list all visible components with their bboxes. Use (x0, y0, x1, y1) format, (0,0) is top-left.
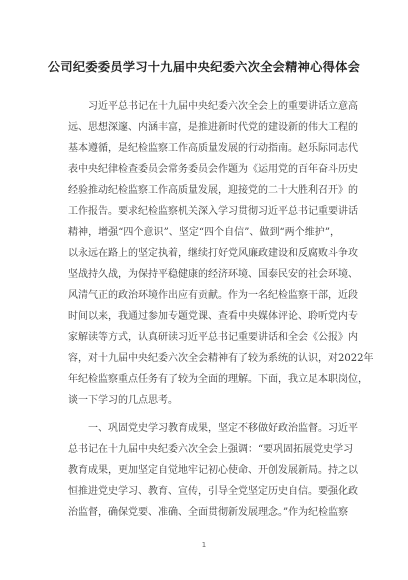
paragraph-line: 风清气正的政治环境作出应有贡献。作为一名纪检监察干部，近段 (68, 290, 358, 301)
paragraph-line: 基本遵循，是纪检监察工作高质量发展的行动指南。赵乐际同志代 (68, 143, 358, 154)
paragraph-line: 容，对十九届中央纪委六次全会精神有了较为系统的认识，对2022年 (68, 353, 374, 364)
paragraph-line: 习近平总书记在十九届中央纪委六次全会上的重要讲话立意高 (88, 101, 358, 112)
paragraph-line: 工作报告。要求纪检监察机关深入学习贯彻习近平总书记重要讲话 (68, 206, 358, 217)
paragraph-line: 以永远在路上的坚定执着，继续打好党风廉政建设和反腐败斗争攻 (68, 248, 358, 259)
page-number: 1 (201, 541, 207, 549)
document-title: 公司纪委委员学习十九届中央纪委六次全会精神心得体会 (47, 60, 361, 74)
paragraph-line: 精神，增强“四个意识”、坚定“四个自信”、做到“两个维护”， (68, 227, 340, 238)
paragraph-line: 恒推进党史学习、教育、宣传，引导全党坚定历史自信。要强化政 (68, 486, 358, 497)
paragraph-line: 总书记在十九届中央纪委六次全会上强调：“要巩固拓展党史学习 (68, 444, 354, 455)
paragraph-line: 经验推动纪检监察工作高质量发展，迎接党的二十大胜利召开》的 (68, 185, 358, 196)
paragraph-line: 教育成果，更加坚定自觉地牢记初心使命、开创发展新局。持之以 (68, 465, 358, 476)
paragraph-line: 一、巩固党史学习教育成果，坚定不移做好政治监督。习近平 (88, 423, 358, 434)
paragraph-line: 年纪检监察重点任务有了较为全面的理解。下面，我立足本职岗位， (68, 374, 368, 385)
paragraph-line: 表中央纪律检查委员会常务委员会作题为《运用党的百年奋斗历史 (68, 164, 358, 175)
paragraph-line: 时间以来，我通过参加专题党课、查看中央媒体评论、聆听党内专 (68, 311, 358, 322)
paragraph-line: 家解读等方式，认真研读习近平总书记重要讲话和全会《公报》内 (68, 332, 358, 343)
paragraph-line: 坚战持久战，为保持平稳健康的经济环境、国泰民安的社会环境、 (68, 269, 358, 280)
paragraph-line: 谈一下学习的几点思考。 (68, 395, 178, 406)
paragraph-line: 远、思想深邃、内涵丰富，是推进新时代党的建设新的伟大工程的 (68, 122, 358, 133)
paragraph-line: 治监督，确保党要、准确、全面贯彻新发展理念。”作为纪检监察 (68, 507, 349, 518)
